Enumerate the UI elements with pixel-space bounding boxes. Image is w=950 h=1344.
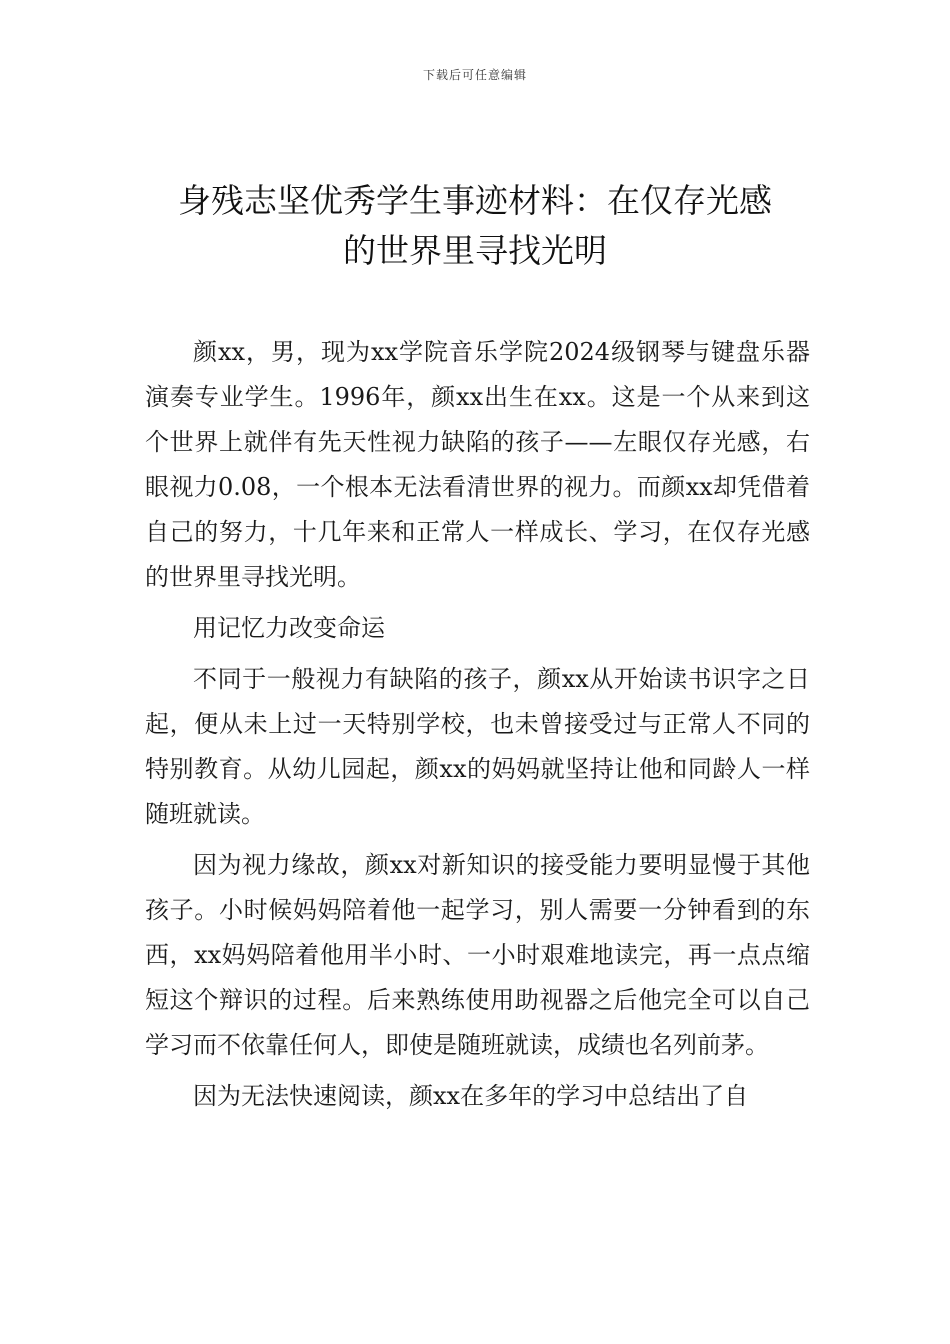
paragraph: 因为视力缘故，颜xx对新知识的接受能力要明显慢于其他孩子。小时候妈妈陪着他一起学习，别人需要一分钟看到的东西，xx妈妈陪着他用半小时、一小时艰难地读完，再一点点缩短这个辩识的过程。后来熟练使用助视器之后他完全可以自己学习而不依靠任何人，即使是随班就读，成绩也名列前茅。 [145, 851, 810, 1059]
paragraph: 不同于一般视力有缺陷的孩子，颜xx从开始读书识字之日起，便从未上过一天特别学校，也未曾接受过与正常人不同的特别教育。从幼儿园起，颜xx的妈妈就坚持让他和同龄人一样随班就读。 [145, 665, 810, 828]
title-line-2: 的世界里寻找光明 [343, 231, 607, 270]
document-title [80, 176, 870, 276]
document-body [145, 330, 810, 1125]
title-line-1: 身残志坚优秀学生事迹材料：在仅存光感 [178, 181, 772, 220]
header-note: 下载后可任意编辑 [422, 68, 527, 82]
paragraph: 因为无法快速阅读，颜xx在多年的学习中总结出了自 [193, 1082, 749, 1110]
section-heading: 用记忆力改变命运 [193, 614, 385, 642]
paragraph-intro: 颜xx，男，现为xx学院音乐学院2024级钢琴与键盘乐器演奏专业学生。1996年，颜xx出生在xx。这是一个从来到这个世界上就伴有先天性视力缺陷的孩子——左眼仅存光感，右眼视力0.08，一个根本无法看清世界的视力。而颜xx却凭借着自己的努力，十几年来和正常人一样成长、学习，在仅存光感的世界里寻找光明。 [145, 338, 810, 591]
